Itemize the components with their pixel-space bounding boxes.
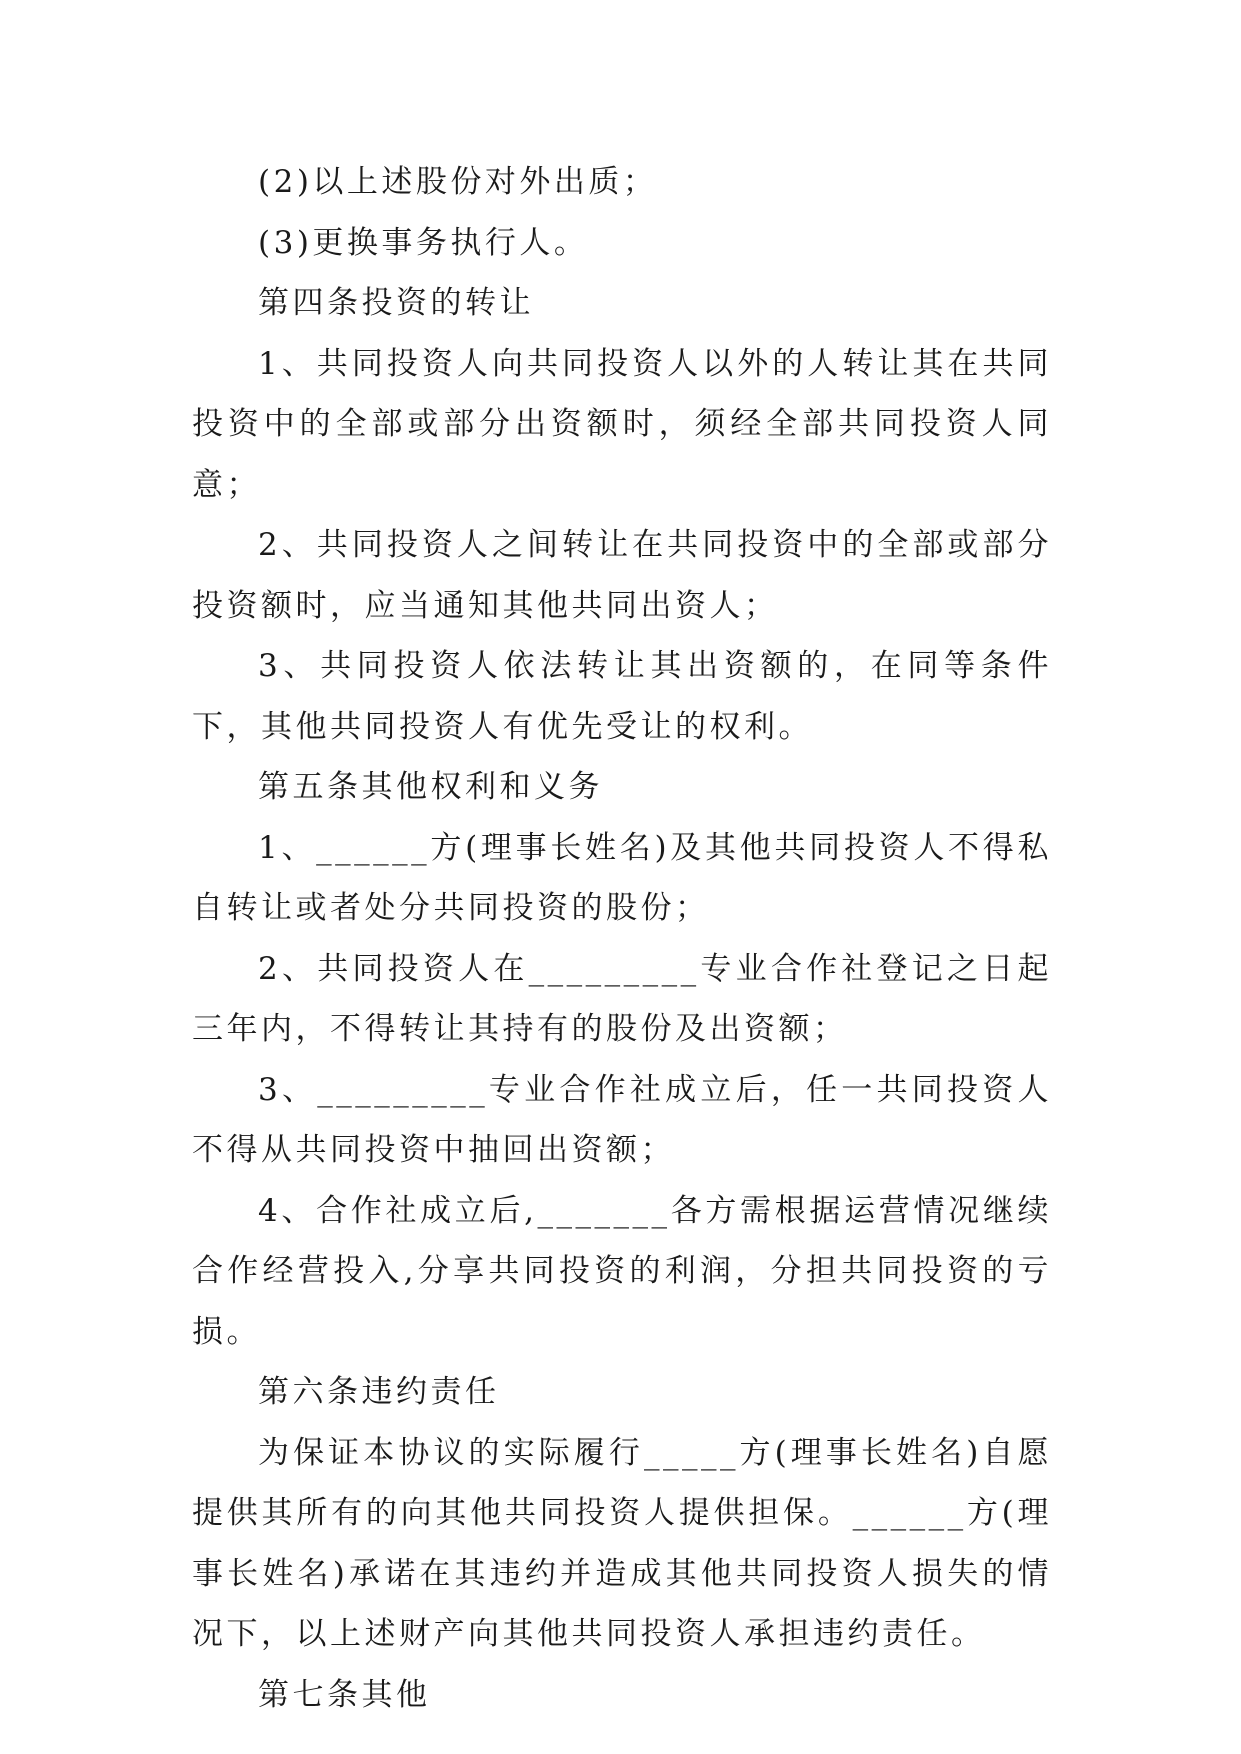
article-heading-4: 第四条投资的转让 bbox=[258, 285, 534, 321]
clause-5-4: 4、合作社成立后,_______各方需根据运营情况继续合作经营投入,分享共同投资的利润，分担共同投资的亏损。 bbox=[192, 1192, 1052, 1350]
article-heading-6: 第六条违约责任 bbox=[258, 1374, 500, 1410]
clause-4-2: 2、共同投资人之间转让在共同投资中的全部或部分投资额时，应当通知其他共同出资人； bbox=[192, 527, 1052, 624]
document-page bbox=[192, 152, 1052, 1725]
article-heading-5: 第五条其他权利和义务 bbox=[258, 769, 603, 805]
clause-5-1: 1、______方(理事长姓名)及其他共同投资人不得私自转让或者处分共同投资的股份； bbox=[192, 829, 1052, 926]
clause-4-1: 1、共同投资人向共同投资人以外的人转让其在共同投资中的全部或部分出资额时，须经全部共同投资人同意； bbox=[192, 345, 1052, 503]
article-heading-7: 第七条其他 bbox=[258, 1676, 431, 1713]
clause-4-3: 3、共同投资人依法转让其出资额的，在同等条件下，其他共同投资人有优先受让的权利。 bbox=[192, 648, 1052, 745]
clause-item-change-executor: (3)更换事务执行人。 bbox=[258, 224, 589, 261]
clause-6-body: 为保证本协议的实际履行_____方(理事长姓名)自愿提供其所有的向其他共同投资人提供担保。______方(理事长姓名)承诺在其违约并造成其他共同投资人损失的情况下，以上述财产向其他共同投资人承担违约责任。 bbox=[192, 1434, 1052, 1652]
clause-5-2: 2、共同投资人在_________专业合作社登记之日起三年内，不得转让其持有的股份及出资额； bbox=[192, 950, 1052, 1047]
clause-item-pledge: (2)以上述股份对外出质； bbox=[258, 164, 658, 200]
clause-5-3: 3、_________专业合作社成立后，任一共同投资人不得从共同投资中抽回出资额； bbox=[192, 1071, 1052, 1168]
